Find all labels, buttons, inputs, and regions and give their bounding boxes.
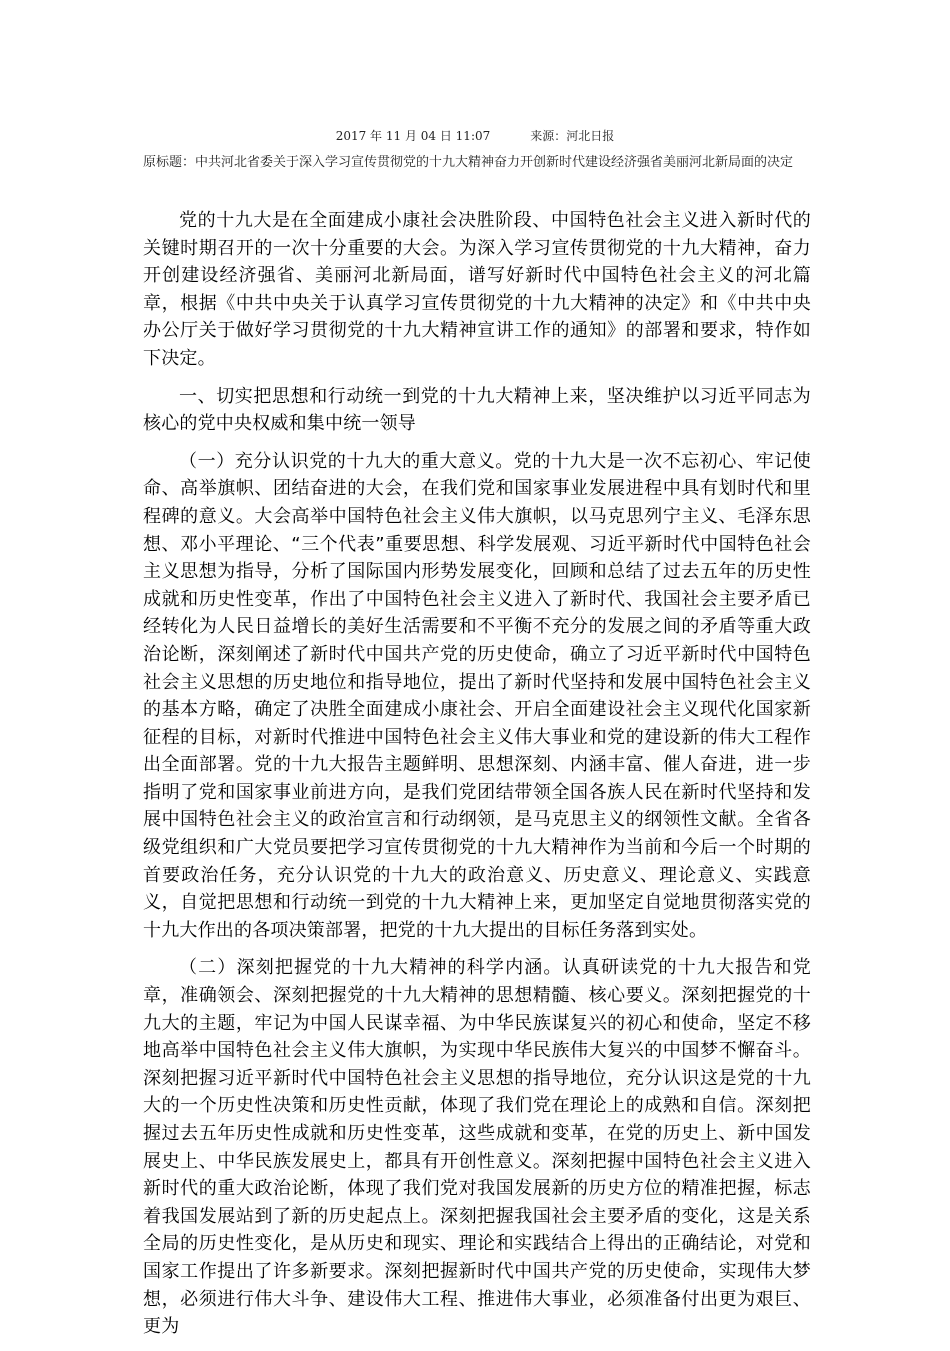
article-meta — [140, 127, 810, 145]
article-body — [143, 207, 811, 1351]
source-label: 来源：河北日报 — [530, 129, 615, 143]
publish-date: 2017 年 11 月 04 日 11:07 — [335, 129, 491, 143]
original-title: 原标题：中共河北省委关于深入学习宣传贯彻党的十九大精神奋力开创新时代建设经济强省美丽河北新局面的决定 — [143, 155, 794, 170]
paragraph-intro: 党的十九大是在全面建成小康社会决胜阶段、中国特色社会主义进入新时代的关键时期召开的一次十分重要的大会。为深入学习宣传贯彻党的十九大精神，奋力开创建设经济强省、美丽河北新局面，谱写好新时代中国特色社会主义的河北篇章，根据《中共中央关于认真学习宣传贯彻党的十九大精神的决定》和《中共中央办公厅关于做好学习贯彻党的十九大精神宣讲工作的通知》的部署和要求，特作如下决定。 — [143, 210, 811, 369]
paragraph-1-1: （一）充分认识党的十九大的重大意义。党的十九大是一次不忘初心、牢记使命、高举旗帜、团结奋进的大会，在我们党和国家事业发展进程中具有划时代和里程碑的意义。大会高举中国特色社会主义伟大旗帜，以马克思列宁主义、毛泽东思想、邓小平理论、“三个代表”重要思想、科学发展观、习近平新时代中国特色社会主义思想为指导，分析了国际国内形势发展变化，回顾和总结了过去五年的历史性成就和历史性变革，作出了中国特色社会主义进入了新时代、我国社会主要矛盾已经转化为人民日益增长的美好生活需要和不平衡不充分的发展之间的矛盾等重大政治论断，深刻阐述了新时代中国共产党的历史使命，确立了习近平新时代中国特色社会主义思想的历史地位和指导地位，提出了新时代坚持和发展中国特色社会主义的基本方略，确定了决胜全面建成小康社会、开启全面建设社会主义现代化国家新征程的目标，对新时代推进中国特色社会主义伟大事业和党的建设新的伟大工程作出全面部署。党的十九大报告主题鲜明、思想深刻、内涵丰富、催人奋进，进一步指明了党和国家事业前进方向，是我们党团结带领全国各族人民在新时代坚持和发展中国特色社会主义的政治宣言和行动纲领，是马克思主义的纲领性文献。全省各级党组织和广大党员要把学习宣传贯彻党的十九大精神作为当前和今后一个时期的首要政治任务，充分认识党的十九大的政治意义、历史意义、理论意义、实践意义，自觉把思想和行动统一到党的十九大精神上来，更加坚定自觉地贯彻落实党的十九大作出的各项决策部署，把党的十九大提出的目标任务落到实处。 — [143, 450, 811, 941]
paragraph-1-2: （二）深刻把握党的十九大精神的科学内涵。认真研读党的十九大报告和党章，准确领会、深刻把握党的十九大精神的思想精髓、核心要义。深刻把握党的十九大的主题，牢记为中国人民谋幸福、为中华民族谋复兴的初心和使命，坚定不移地高举中国特色社会主义伟大旗帜，为实现中华民族伟大复兴的中国梦不懈奋斗。深刻把握习近平新时代中国特色社会主义思想的指导地位，充分认识这是党的十九大的一个历史性决策和历史性贡献，体现了我们党在理论上的成熟和自信。深刻把握过去五年历史性成就和历史性变革，这些成就和变革，在党的历史上、新中国发展史上、中华民族发展史上，都具有开创性意义。深刻把握中国特色社会主义进入新时代的重大政治论断，体现了我们党对我国发展新的历史方位的精准把握，标志着我国发展站到了新的历史起点上。深刻把握我国社会主要矛盾的变化，这是关系全局的历史性变化，是从历史和现实、理论和实践结合上得出的正确结论，对党和国家工作提出了许多新要求。深刻把握新时代中国共产党的历史使命，实现伟大梦想，必须进行伟大斗争、建设伟大工程、推进伟大事业，必须准备付出更为艰巨、更为 — [143, 957, 811, 1338]
section-heading-1: 一、切实把思想和行动统一到党的十九大精神上来，坚决维护以习近平同志为核心的党中央权威和集中统一领导 — [143, 385, 811, 435]
